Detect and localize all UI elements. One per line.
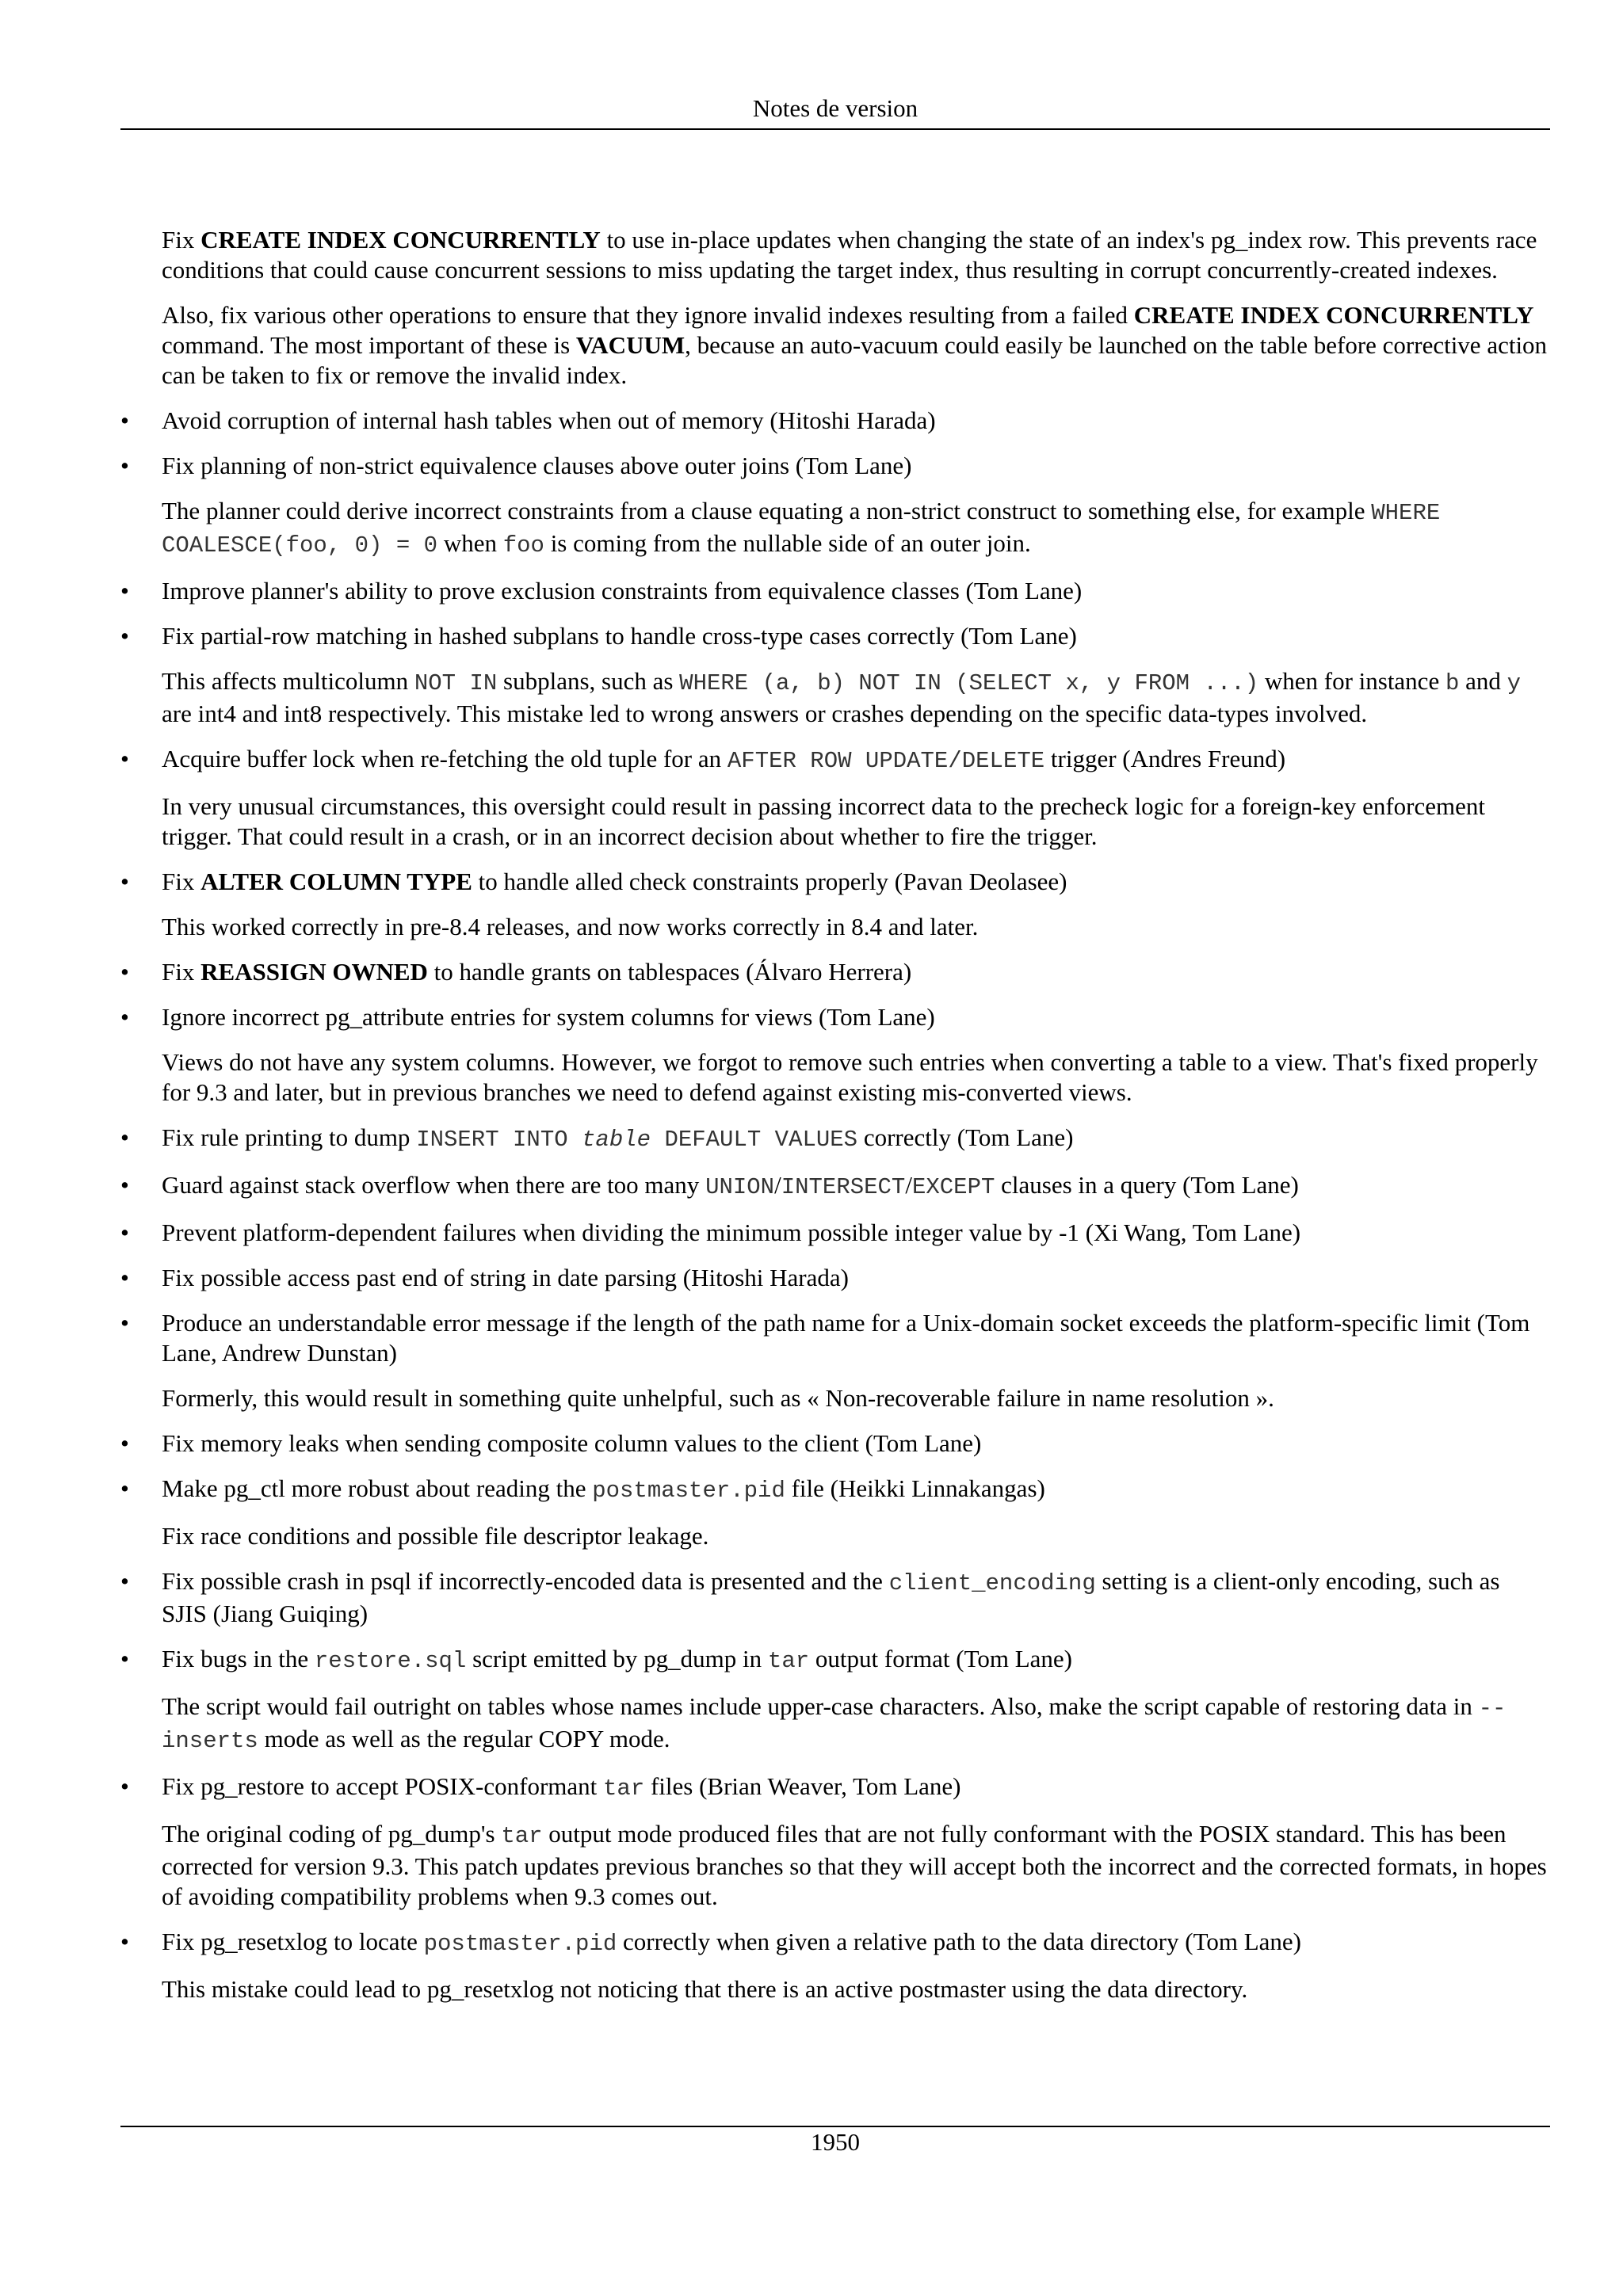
paragraph	[162, 1819, 1550, 1912]
bullet-item	[120, 1772, 1550, 1804]
paragraph	[162, 666, 1550, 729]
text-run: trigger (Andres Freund)	[1044, 745, 1286, 772]
text-run: Improve planner's ability to prove exclusion constraints from equivalence classes (Tom Lane)	[162, 577, 1083, 605]
text-run: to use in-place updates when changing the state of an index's pg_index row. This prevents race conditions that could cause concurrent sessions to miss updating the target index, thus resulting in corrupt concurrently-created indexes.	[162, 226, 1537, 284]
text-run: This mistake could lead to pg_resetxlog not noticing that there is an active postmaster using the data directory.	[162, 1975, 1248, 2003]
bullet-item	[120, 406, 1550, 436]
paragraph	[162, 1047, 1550, 1108]
text-run: Guard against stack overflow when there are too many	[162, 1171, 706, 1199]
bullet-item	[120, 1927, 1550, 1959]
text-run: The script would fail outright on tables whose names include upper-case characters. Also, make the script capable of restoring data in	[162, 1692, 1479, 1720]
paragraph	[162, 791, 1550, 852]
bullet-item	[120, 1566, 1550, 1629]
bullet-marker: •	[120, 1003, 129, 1031]
code-literal: tar	[767, 1648, 810, 1674]
text-run: Fix pg_restore to accept POSIX-conformant	[162, 1772, 604, 1800]
text-run: Fix bugs in the	[162, 1645, 315, 1672]
bold-term: CREATE INDEX CONCURRENTLY	[1133, 301, 1534, 329]
bold-term: VACUUM	[575, 331, 685, 359]
bullet-item	[120, 1002, 1550, 1032]
bullet-marker: •	[120, 868, 129, 895]
text-run: when	[437, 529, 503, 557]
text-run: subplans, such as	[497, 667, 680, 695]
code-literal: postmaster.pid	[592, 1478, 785, 1504]
code-literal: postmaster.pid	[423, 1931, 617, 1957]
bullet-marker: •	[120, 745, 129, 772]
text-run: mode as well as the regular COPY mode.	[258, 1725, 670, 1753]
bullet-item	[120, 1644, 1550, 1676]
text-run: Fix	[162, 226, 201, 254]
bullet-item	[120, 621, 1550, 651]
bullet-item	[120, 1123, 1550, 1155]
code-literal: b	[1445, 670, 1460, 696]
code-literal: y	[1507, 670, 1522, 696]
running-header: Notes de version	[752, 94, 918, 122]
release-notes-body	[120, 225, 1550, 2019]
text-run: Fix partial-row matching in hashed subplans to handle cross-type cases correctly (Tom Lane)	[162, 622, 1077, 650]
bullet-item	[120, 1308, 1550, 1368]
text-run: is coming from the nullable side of an outer join.	[544, 529, 1031, 557]
code-literal: INSERT INTO	[416, 1127, 582, 1153]
text-run: Formerly, this would result in something quite unhelpful, such as « Non-recoverable failure in name resolution ».	[162, 1384, 1274, 1412]
text-run: command. The most important of these is	[162, 331, 576, 359]
text-run: Fix possible crash in psql if incorrectly-encoded data is presented and the	[162, 1567, 889, 1595]
bullet-item	[120, 1474, 1550, 1506]
bullet-marker: •	[120, 622, 129, 650]
bullet-item	[120, 744, 1550, 776]
bullet-marker: •	[120, 1928, 129, 1955]
code-literal: NOT IN	[414, 670, 498, 696]
text-run: Fix pg_resetxlog to locate	[162, 1928, 424, 1955]
paragraph	[162, 300, 1550, 391]
text-run: Fix memory leaks when sending composite column values to the client (Tom Lane)	[162, 1429, 982, 1457]
paragraph	[162, 1521, 1550, 1551]
bullet-marker: •	[120, 1309, 129, 1337]
text-run: files (Brian Weaver, Tom Lane)	[644, 1772, 961, 1800]
bullet-item	[120, 576, 1550, 606]
text-run: to handle alled check constraints properly (Pavan Deolasee)	[472, 868, 1067, 895]
text-run: Fix	[162, 958, 201, 986]
text-run: Produce an understandable error message if the length of the path name for a Unix-domain socket exceeds the platform-specific limit (Tom Lane, Andrew Dunstan)	[162, 1309, 1530, 1367]
code-literal: tar	[603, 1775, 645, 1802]
text-run: to handle grants on tablespaces (Álvaro Herrera)	[427, 958, 912, 986]
bold-term: REASSIGN OWNED	[200, 958, 428, 986]
code-literal: EXCEPT	[911, 1174, 995, 1200]
text-run: , because an auto-vacuum could easily be launched on the table before corrective action can be taken to fix or remove the invalid index.	[162, 331, 1548, 389]
text-run: Ignore incorrect pg_attribute entries for system columns for views (Tom Lane)	[162, 1003, 935, 1031]
header-rule	[120, 128, 1550, 130]
bullet-item	[120, 1263, 1550, 1293]
text-run: Views do not have any system columns. However, we forgot to remove such entries when converting a table to a view. That's fixed properly for 9.3 and later, but in previous branches we need to defend against existing mis-converted views.	[162, 1048, 1538, 1106]
text-run: Prevent platform-dependent failures when dividing the minimum possible integer value by -1 (Xi Wang, Tom Lane)	[162, 1219, 1301, 1246]
text-run: Fix rule printing to dump	[162, 1123, 417, 1151]
bullet-item	[120, 1170, 1550, 1203]
code-placeholder: table	[582, 1127, 651, 1153]
bullet-marker: •	[120, 1772, 129, 1800]
paragraph	[162, 1974, 1550, 2004]
text-run: In very unusual circumstances, this oversight could result in passing incorrect data to the precheck logic for a foreign-key enforcement trigger. That could result in a crash, or in an incorrect decision about whether to fire the trigger.	[162, 792, 1485, 850]
text-run: The original coding of pg_dump's	[162, 1820, 502, 1848]
code-literal: UNION	[705, 1174, 775, 1200]
paragraph	[162, 225, 1550, 285]
bullet-marker: •	[120, 1123, 129, 1151]
text-run: Fix race conditions and possible file descriptor leakage.	[162, 1522, 709, 1550]
paragraph	[162, 1383, 1550, 1413]
bullet-item	[120, 867, 1550, 897]
text-run: setting is a client-only encoding, such as SJIS (Jiang Guiqing)	[162, 1567, 1500, 1627]
bullet-marker: •	[120, 1429, 129, 1457]
text-run: output format (Tom Lane)	[809, 1645, 1072, 1672]
code-literal: restore.sql	[314, 1648, 467, 1674]
text-run: The planner could derive incorrect constraints from a clause equating a non-strict construct to something else, for example	[162, 497, 1372, 524]
bullet-marker: •	[120, 1567, 129, 1595]
text-run: script emitted by pg_dump in	[466, 1645, 768, 1672]
bullet-marker: •	[120, 1264, 129, 1291]
page-number: 1950	[811, 2128, 860, 2156]
text-run: Fix	[162, 868, 201, 895]
bullet-marker: •	[120, 577, 129, 605]
text-run: Fix possible access past end of string in date parsing (Hitoshi Harada)	[162, 1264, 849, 1291]
text-run: Acquire buffer lock when re-fetching the old tuple for an	[162, 745, 727, 772]
text-run: This worked correctly in pre-8.4 releases, and now works correctly in 8.4 and later.	[162, 913, 979, 940]
text-run: output mode produced files that are not fully conformant with the POSIX standard. This has been corrected for version 9.3. This patch updates previous branches so that they will accept both the incorrect and the corrected formats, in hopes of avoiding compatibility problems when 9.3 comes out.	[162, 1820, 1547, 1910]
text-run: Fix planning of non-strict equivalence clauses above outer joins (Tom Lane)	[162, 452, 912, 479]
bullet-item	[120, 451, 1550, 481]
code-literal: DEFAULT VALUES	[651, 1127, 858, 1153]
paragraph	[162, 912, 1550, 942]
code-literal: WHERE (a, b) NOT IN (SELECT x, y FROM ...)	[679, 670, 1259, 696]
text-run: Make pg_ctl more robust about reading the	[162, 1474, 593, 1502]
text-run: Avoid corruption of internal hash tables when out of memory (Hitoshi Harada)	[162, 406, 936, 434]
text-run: This affects multicolumn	[162, 667, 414, 695]
paragraph	[162, 496, 1550, 561]
text-run: file (Heikki Linnakangas)	[785, 1474, 1045, 1502]
code-literal: tar	[501, 1823, 543, 1849]
text-run: correctly when given a relative path to the data directory (Tom Lane)	[617, 1928, 1301, 1955]
code-literal: INTERSECT	[781, 1174, 906, 1200]
code-literal: --inserts	[162, 1695, 1507, 1754]
bullet-item	[120, 1428, 1550, 1459]
code-literal: WHERE COALESCE(foo, 0) = 0	[162, 500, 1441, 559]
bullet-marker: •	[120, 1645, 129, 1672]
bullet-marker: •	[120, 1219, 129, 1246]
code-literal: client_encoding	[888, 1570, 1096, 1596]
bullet-marker: •	[120, 406, 129, 434]
code-literal: foo	[502, 532, 544, 559]
bold-term: CREATE INDEX CONCURRENTLY	[200, 226, 601, 254]
text-run: when for instance	[1258, 667, 1445, 695]
text-run: /	[905, 1171, 912, 1199]
text-run: correctly (Tom Lane)	[857, 1123, 1074, 1151]
bullet-marker: •	[120, 1474, 129, 1502]
code-literal: AFTER ROW UPDATE/DELETE	[727, 748, 1045, 774]
text-run: are int4 and int8 respectively. This mistake led to wrong answers or crashes depending on the specific data-types involved.	[162, 700, 1368, 727]
text-run: and	[1459, 667, 1507, 695]
text-run: Also, fix various other operations to ensure that they ignore invalid indexes resulting from a failed	[162, 301, 1134, 329]
text-run: clauses in a query (Tom Lane)	[995, 1171, 1299, 1199]
bold-term: ALTER COLUMN TYPE	[200, 868, 472, 895]
text-run: /	[774, 1171, 781, 1199]
bullet-marker: •	[120, 958, 129, 986]
bullet-marker: •	[120, 452, 129, 479]
bullet-marker: •	[120, 1171, 129, 1199]
bullet-item	[120, 957, 1550, 987]
bullet-item	[120, 1218, 1550, 1248]
paragraph	[162, 1691, 1550, 1756]
